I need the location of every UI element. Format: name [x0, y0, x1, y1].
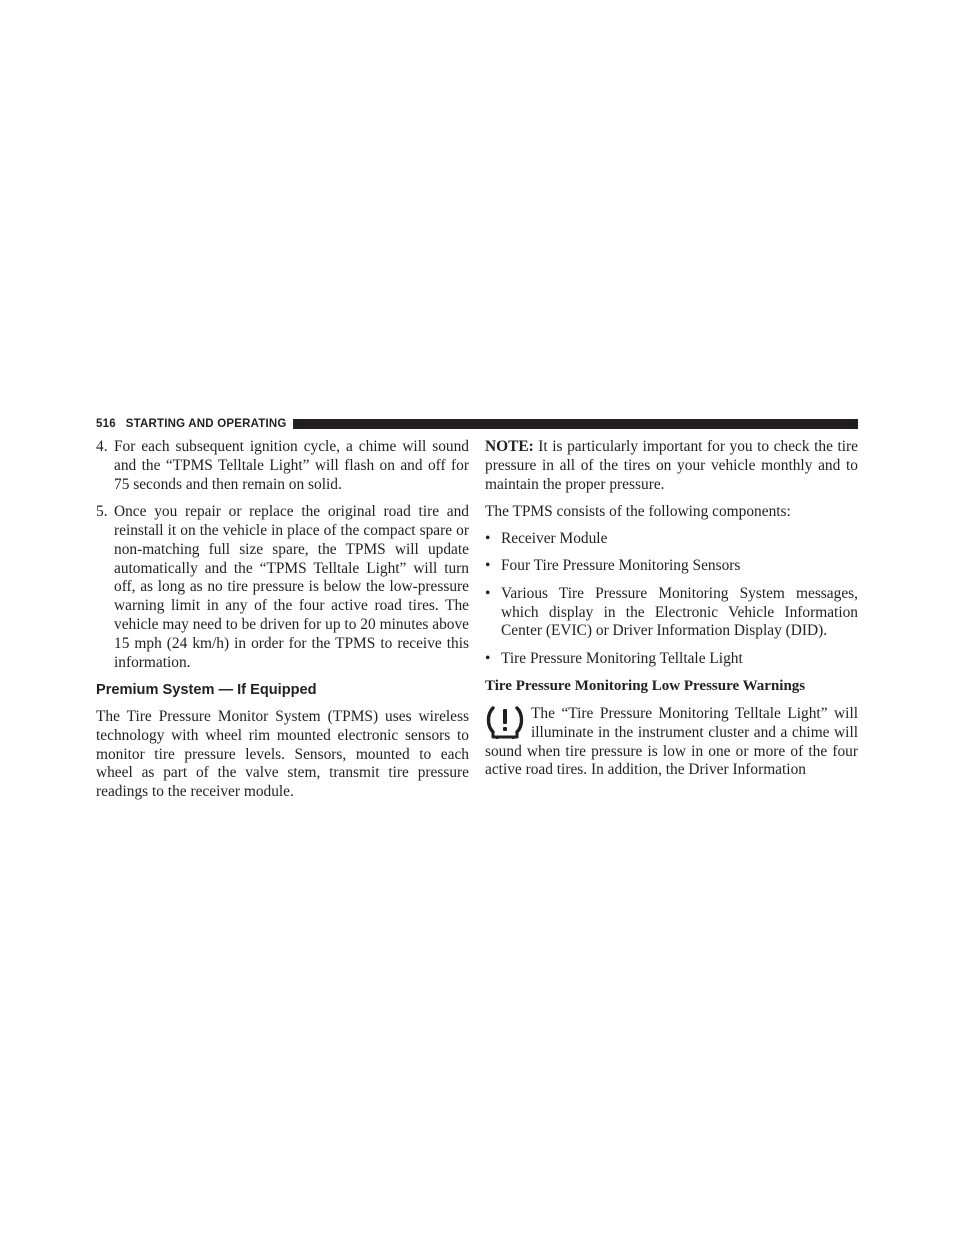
components-list	[485, 530, 858, 669]
note-text: It is particularly important for you to check the tire pressure in all of the tires on your vehicle monthly and to maintain the proper pressure.	[485, 438, 858, 493]
step-number: 5.	[96, 503, 108, 521]
warnings-block	[485, 705, 858, 780]
step-item	[96, 438, 469, 494]
running-header	[96, 417, 858, 431]
list-item	[485, 530, 858, 549]
section-title: STARTING AND OPERATING	[125, 418, 287, 430]
bullet: •	[485, 557, 491, 575]
right-column	[485, 438, 858, 780]
step-text: Once you repair or replace the original road tire and reinstall it on the vehicle in place of the compact spare or non-matching full size spare, the TPMS will update automatically and the “TPMS Telltale Light” will turn off, as long as no tire pressure is below the low-pressure warning limit in any of the four active road tires. The vehicle may need to be driven for up to 20 minutes above 15 mph (24 km/h) in order for the TPMS to receive this information.	[114, 503, 469, 671]
component-text: Four Tire Pressure Monitoring Sensors	[501, 557, 741, 575]
list-item	[485, 650, 858, 669]
list-item	[485, 557, 858, 576]
header-rule	[293, 419, 858, 429]
bullet: •	[485, 584, 491, 602]
component-text: Receiver Module	[501, 529, 608, 547]
warnings-paragraph: The “Tire Pressure Monitoring Telltale Light” will illuminate in the instrument cluster and a chime will sound when tire pressure is low in one or more of the four active road tires. In addition, the Driver Information	[485, 704, 858, 779]
step-text: For each subsequent ignition cycle, a chime will sound and the “TPMS Telltale Light” will flash on and off for 75 seconds and then remain on solid.	[114, 438, 469, 493]
tpms-warning-icon	[485, 705, 525, 741]
component-text: Tire Pressure Monitoring Telltale Light	[501, 649, 743, 667]
bullet: •	[485, 529, 491, 547]
warnings-heading: Tire Pressure Monitoring Low Pressure Warnings	[485, 678, 806, 695]
bullet: •	[485, 649, 491, 667]
left-column	[96, 438, 469, 802]
premium-paragraph: The Tire Pressure Monitor System (TPMS) uses wireless technology with wheel rim mounted electronic sensors to monitor tire pressure levels. Sensors, mounted to each wheel as part of the valve stem, transmit tire pressure readings to the receiver module.	[96, 707, 469, 801]
step-number: 4.	[96, 438, 108, 455]
note-paragraph	[485, 438, 858, 494]
list-item	[485, 585, 858, 641]
component-text: Various Tire Pressure Monitoring System messages, which display in the Electronic Vehicle Information Center (EVIC) or Driver Information Display (DID).	[501, 584, 858, 640]
note-label: NOTE:	[485, 438, 534, 455]
premium-heading: Premium System — If Equipped	[96, 682, 317, 699]
step-item	[96, 503, 469, 672]
page-number: 516	[96, 418, 116, 430]
components-intro: The TPMS consists of the following components:	[485, 502, 791, 520]
